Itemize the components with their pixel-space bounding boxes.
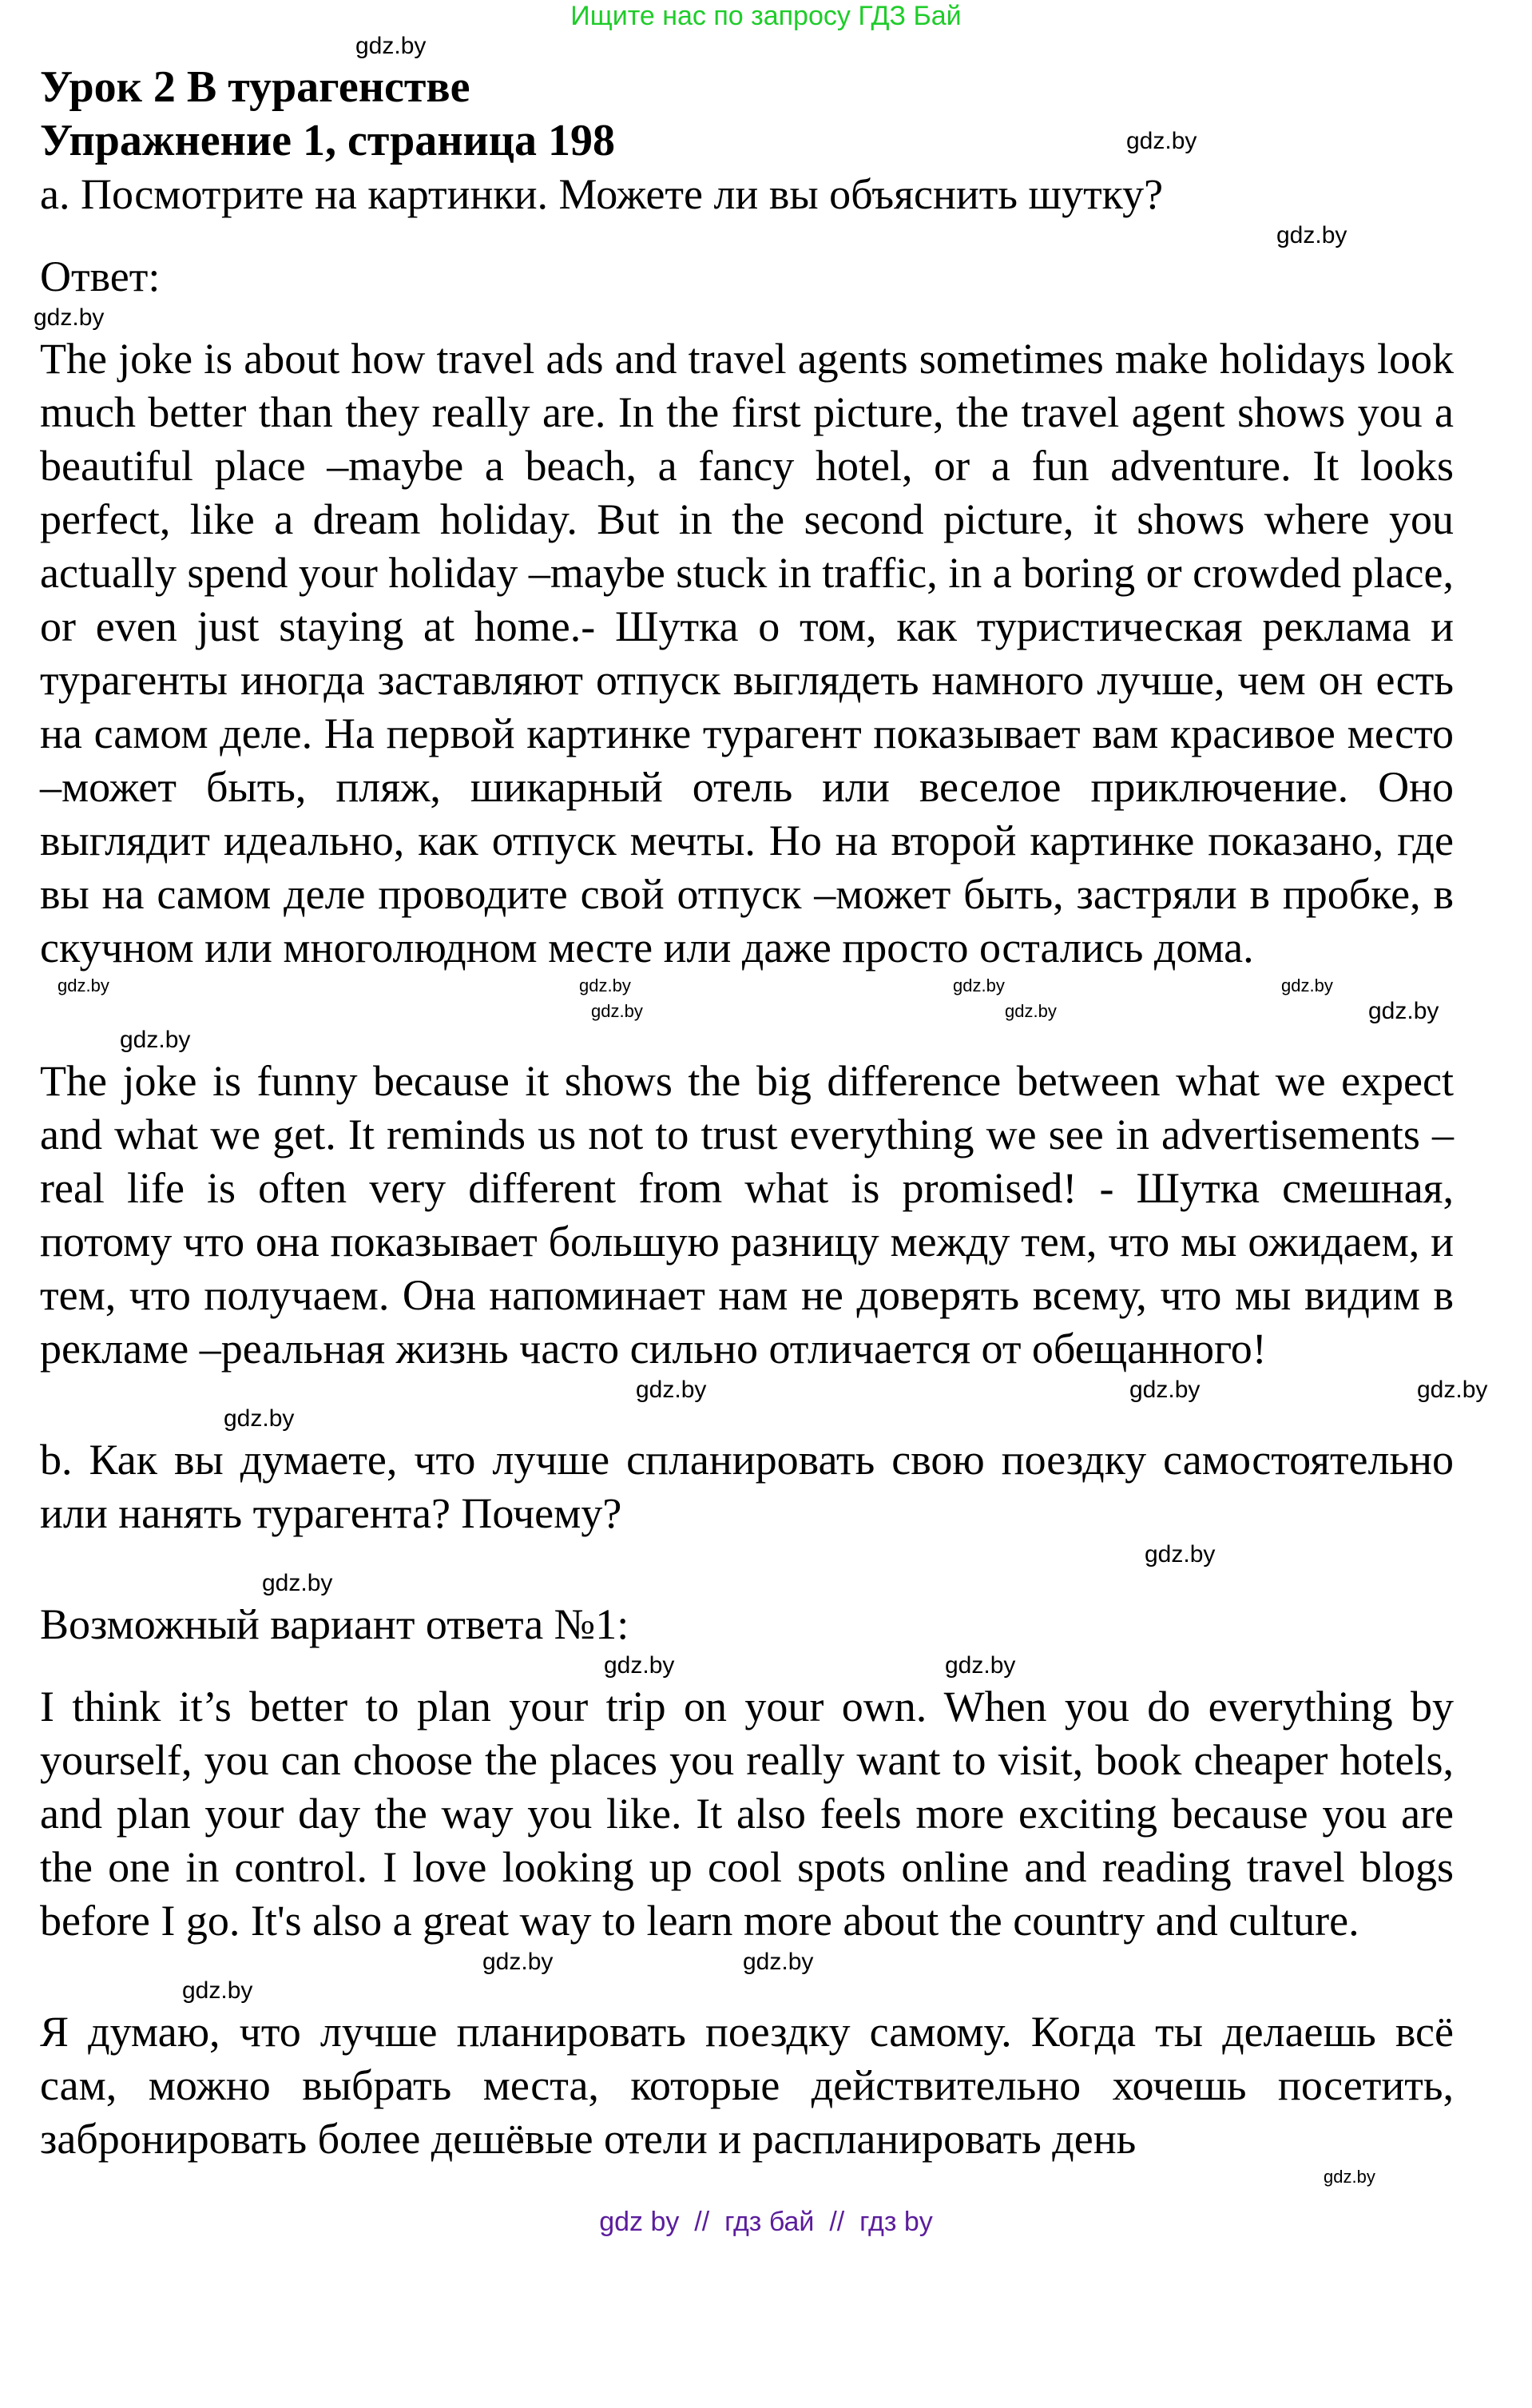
watermark: gdz.by: [1281, 976, 1333, 995]
watermark-row: [0, 2166, 1532, 2188]
watermark: gdz.by: [743, 1949, 814, 1975]
watermark-row: [0, 1405, 1532, 1433]
watermark: gdz.by: [482, 1949, 554, 1975]
answer-label: Ответ:: [40, 252, 161, 300]
watermark: gdz.by: [1324, 2167, 1375, 2187]
watermark: gdz.by: [1145, 1541, 1216, 1568]
watermark: gdz.by: [34, 304, 105, 331]
answer-paragraph-2: The joke is funny because it shows the big difference between what we expect and what we get. It reminds us not to trust everything we see in advertisements –real life is often very different from what is promised! - Шутка смешная, потому что она показывает большую разницу между тем, что мы ожидаем, и тем, что получаем. Она напоминает нам не доверять всему, что мы видим в рекламе –реальная жизнь часто сильно отличается от обещанного!: [40, 1057, 1454, 1373]
watermark: gdz.by: [1129, 1377, 1201, 1403]
watermark: gdz.by: [262, 1570, 333, 1596]
watermark-row: [0, 997, 1532, 1026]
watermark-row: [0, 975, 1532, 997]
watermark: gdz.by: [1126, 128, 1197, 154]
watermark: gdz.by: [579, 976, 631, 995]
exercise-title-row: [0, 114, 1532, 168]
answer-paragraph-4: Я думаю, что лучше планировать поездку самому. Когда ты делаешь всё сам, можно выбрать места, которые действительно хочешь посетить, забронировать более дешёвые отели и распланировать день: [40, 2008, 1454, 2163]
watermark: gdz.by: [1368, 998, 1439, 1024]
lesson-title: Урок 2 В турагенстве: [40, 62, 470, 112]
watermark: gdz.by: [1276, 222, 1347, 248]
watermark: gdz.by: [224, 1405, 295, 1432]
search-banner: Ищите нас по запросу ГДЗ Бай: [570, 1, 962, 31]
watermark: gdz.by: [1417, 1377, 1488, 1403]
exercise-title: Упражнение 1, страница 198: [40, 116, 616, 165]
variant-label: Возможный вариант ответа №1:: [40, 1600, 629, 1648]
task-b: b. Как вы думаете, что лучше спланировать свою поездку самостоятельно или нанять турагента? Почему?: [40, 1436, 1454, 1537]
watermark: gdz.by: [591, 1001, 643, 1021]
task-a: а. Посмотрите на картинки. Можете ли вы объяснить шутку?: [40, 170, 1164, 218]
watermark-row: [0, 1376, 1532, 1405]
watermark-row: [0, 221, 1532, 250]
watermark-row: [0, 1540, 1532, 1569]
watermark-row: [0, 304, 1532, 332]
watermark-row: [0, 1948, 1532, 1977]
watermark-row: [0, 1569, 1532, 1598]
watermark: gdz.by: [604, 1652, 675, 1679]
watermark-row: [0, 32, 1532, 61]
watermark: gdz.by: [945, 1652, 1016, 1679]
watermark: gdz.by: [355, 33, 427, 59]
answer-paragraph-3: I think it’s better to plan your trip on your own. When you do everything by yourself, you can choose the places you really want to visit, book cheaper hotels, and plan your day the way you like. It also feels more exciting because you are the one in control. I love looking up cool spots online and reading travel blogs before I go. It's also a great way to learn more about the country and culture.: [40, 1683, 1454, 1945]
watermark: gdz.by: [1005, 1001, 1057, 1021]
watermark: gdz.by: [58, 976, 109, 995]
watermark-row: [0, 1026, 1532, 1055]
answer-paragraph-1: The joke is about how travel ads and travel agents sometimes make holidays look much better than they really are. In the first picture, the travel agent shows you a beautiful place –maybe a beach, a fancy hotel, or a fun adventure. It looks perfect, like a dream holiday. But in the second picture, it shows where you actually spend your holiday –maybe stuck in traffic, in a boring or crowded place, or even just staying at home.- Шутка о том, как туристическая реклама и турагенты иногда заставляют отпуск выглядеть намного лучше, чем он есть на самом деле. На первой картинке турагент показывает вам красивое место –может быть, пляж, шикарный отель или веселое приключение. Оно выглядит идеально, как отпуск мечты. Но на второй картинке показано, где вы на самом деле проводите свой отпуск –может быть, застряли в пробке, в скучном или многолюдном месте или даже просто остались дома.: [40, 335, 1454, 972]
watermark: gdz.by: [953, 976, 1005, 995]
watermark: gdz.by: [182, 1977, 253, 2004]
watermark: gdz.by: [636, 1377, 707, 1403]
watermark: gdz.by: [120, 1027, 191, 1053]
footer-links: gdz by // гдз бай // гдз by: [599, 2207, 933, 2237]
watermark-row: [0, 1651, 1532, 1680]
watermark-row: [0, 1977, 1532, 2005]
